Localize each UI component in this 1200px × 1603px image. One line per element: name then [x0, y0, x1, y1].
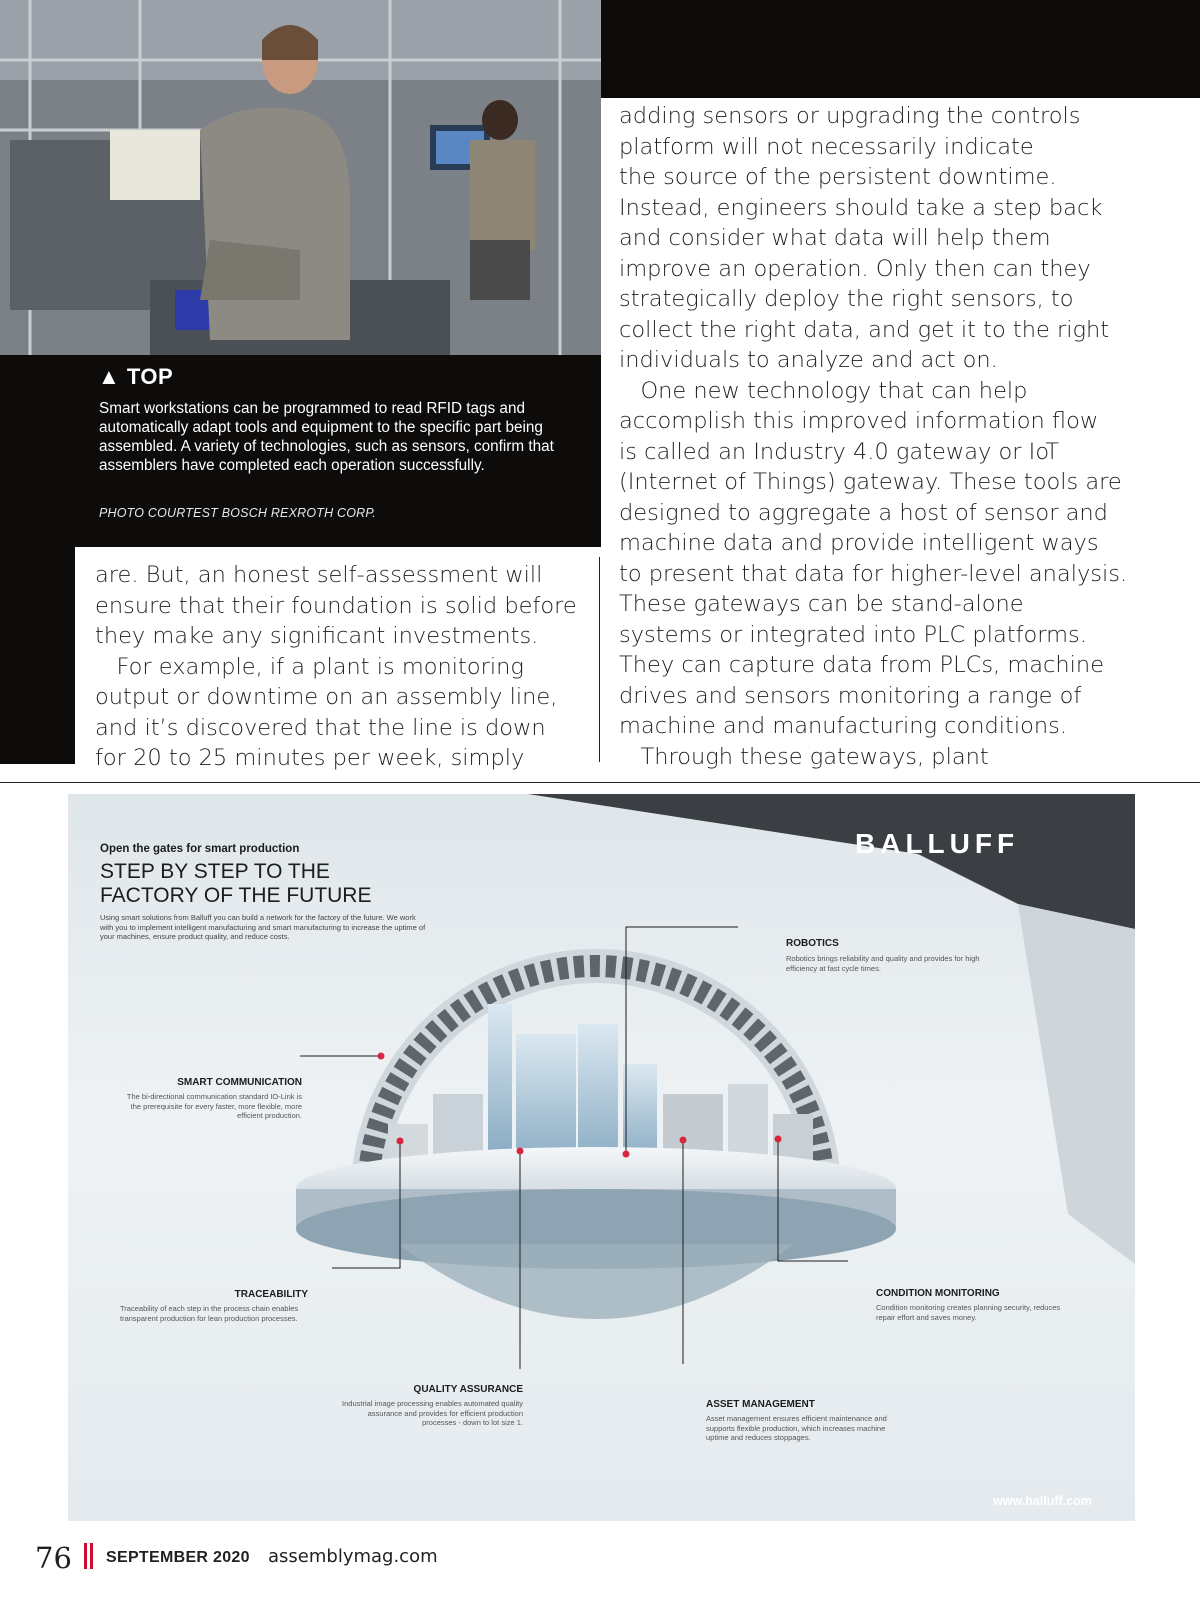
photo-credit: PHOTO COURTEST BOSCH REXROTH CORP.: [99, 506, 376, 520]
label-title: QUALITY ASSURANCE: [413, 1384, 523, 1395]
label-asset-management: [706, 1399, 902, 1443]
label-title: ASSET MANAGEMENT: [706, 1399, 815, 1410]
article-left-column: are. But, an honest self-assessment will ensure that their foundation is solid before they make any significant investments. For example, if a plant is monitoring output or downtime on an assembly line, and it’s discovered that the line is down for 20 to 25 minutes per week, simply: [95, 562, 577, 771]
balluff-website: www.balluff.com: [993, 1494, 1092, 1508]
section-rule: [0, 782, 1200, 783]
label-robotics: [786, 938, 986, 973]
label-text: Condition monitoring creates planning security, reduces repair effort and saves money.: [876, 1303, 1061, 1322]
caption-heading: ▲ TOP: [98, 364, 174, 389]
caption-text: Smart workstations can be programmed to read RFID tags and automatically adapt tools and equipment to the specific part being assembled. A variety of technologies, such as sensors, confirm that assemblers have completed each operation successfully.: [99, 400, 554, 474]
column-divider: [599, 557, 600, 762]
label-traceability: [120, 1289, 308, 1323]
label-title: ROBOTICS: [786, 938, 839, 949]
label-text: Traceability of each step in the process chain enables transparent production for lean production processes.: [120, 1304, 299, 1323]
left-black-strip: [0, 547, 75, 764]
infographic-title: STEP BY STEP TO THE FACTORY OF THE FUTURE: [100, 860, 372, 907]
label-title: TRACEABILITY: [234, 1289, 308, 1300]
label-title: CONDITION MONITORING: [876, 1288, 1000, 1299]
label-text: Asset management ensures efficient maintenance and supports flexible production, which increases machine uptime and reduces stoppages.: [706, 1414, 887, 1442]
magazine-website: assemblymag.com: [268, 1546, 438, 1567]
label-quality-assurance: [333, 1384, 523, 1428]
balluff-logo: BALLUFF: [855, 828, 1020, 859]
label-condition-monitoring: [876, 1288, 1076, 1322]
label-text: The bi-directional communication standard IO-Link is the prerequisite for every faster, more flexible, more efficient production.: [126, 1092, 302, 1120]
label-text: Industrial image processing enables automated quality assurance and provides for efficient production processes - down to lot size 1.: [342, 1399, 523, 1427]
infographic-intro: Using smart solutions from Balluff you can build a network for the factory of the future. We work with you to implement intelligent manufacturing and smart manufacturing to increase the uptime of your machines, ensure product quality, and reduce costs.: [100, 913, 426, 941]
page-number: 76: [35, 1541, 72, 1575]
infographic-kicker: Open the gates for smart production: [100, 843, 300, 855]
label-text: Robotics brings reliability and quality and provides for high efficiency at fast cycle times.: [786, 954, 980, 973]
label-smart-communication: [120, 1077, 302, 1121]
header-band: [601, 0, 1200, 98]
factory-workstation-photo: [0, 0, 601, 355]
label-title: SMART COMMUNICATION: [177, 1077, 302, 1088]
issue-date: SEPTEMBER 2020: [106, 1549, 250, 1566]
footer-accent-bars: [84, 1543, 94, 1569]
article-right-column: adding sensors or upgrading the controls platform will not necessarily indicate the source of the persistent downtime. Instead, engineers should take a step back and consider what data will help them improve an operation. Only then can they strategically deploy the right sensors, to collect the right data, and get it to the right individuals to analyze and act on. One new technology that can help accomplish this improved information flow is called an Industry 4.0 gateway or IoT (Internet of Things) gateway. These tools are designed to aggregate a host of sensor and machine data and provide intelligent ways to present that data for higher-level analysis. These gateways can be stand-alone systems or integrated into PLC platforms. They can capture data from PLCs, machine drives and sensors monitoring a range of machine and manufacturing conditions. Through these gateways, plant: [619, 103, 1128, 770]
